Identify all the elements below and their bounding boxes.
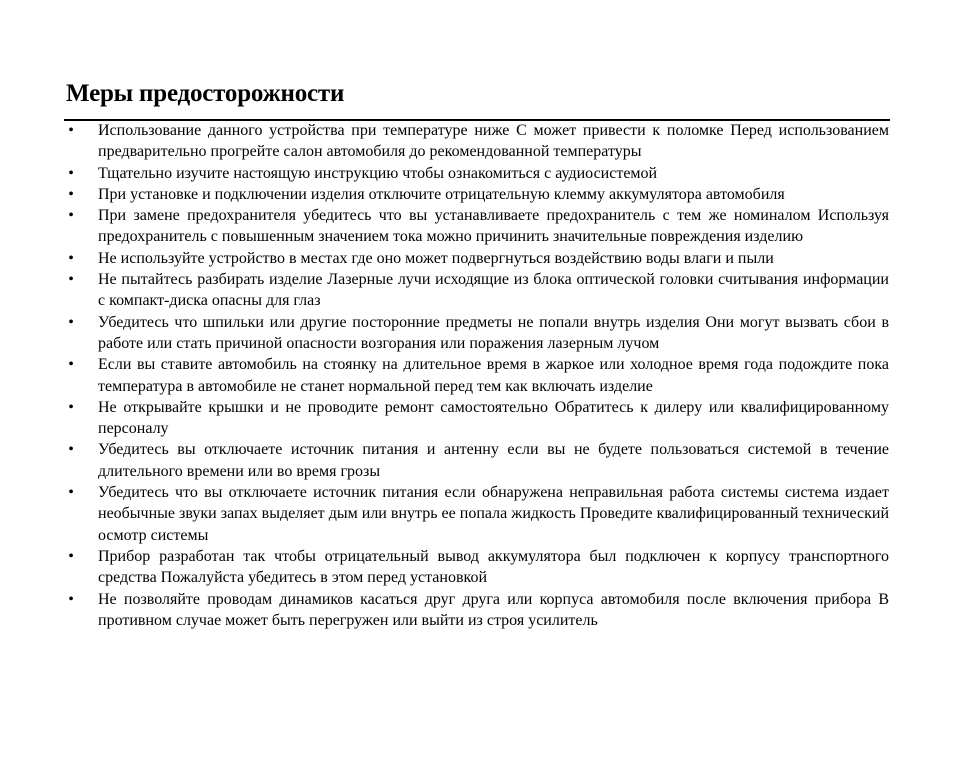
list-item-text: Не позволяйте проводам динамиков касаться друг друга или корпуса автомобиля после включения прибора В противном случае может быть перегружен или выйти из строя усилитель xyxy=(98,590,889,629)
precautions-list xyxy=(0,120,954,631)
list-item xyxy=(0,312,954,355)
list-item-text: Прибор разработан так чтобы отрицательный вывод аккумулятора был подключен к корпусу транспортного средства Пожалуйста убедитесь в этом перед установкой xyxy=(98,547,889,587)
list-item xyxy=(0,354,954,397)
bullet-icon: • xyxy=(68,249,74,267)
bullet-icon: • xyxy=(68,484,74,502)
list-item xyxy=(0,269,954,312)
list-item-text: Убедитесь вы отключаете источник питания и антенну если вы не будете пользоваться системой в течение длительного времени или во время грозы xyxy=(98,441,889,480)
bullet-icon: • xyxy=(68,185,74,203)
list-item-text: Тщательно изучите настоящую инструкцию чтобы ознакомиться с аудиосистемой xyxy=(98,164,658,182)
bullet-icon: • xyxy=(68,547,74,565)
list-item xyxy=(0,248,954,269)
bullet-icon: • xyxy=(68,271,74,289)
list-item-text: При установке и подключении изделия отключите отрицательную клемму аккумулятора автомобиля xyxy=(98,185,785,203)
list-item-text: Если вы ставите автомобиль на стоянку на длительное время в жаркое или холодное время года подождите пока температура в автомобиле не станет нормальной перед тем как включать изделие xyxy=(98,356,889,395)
page-title: Меры предосторожности xyxy=(66,80,345,107)
list-item-text: Использование данного устройства при температуре ниже С может привести к поломке Перед использованием предварительно прогрейте салон автомобиля до рекомендованной температуры xyxy=(98,122,889,161)
list-item xyxy=(0,589,954,632)
bullet-icon: • xyxy=(68,122,74,139)
list-item xyxy=(0,439,954,482)
list-item xyxy=(0,205,954,248)
bullet-icon: • xyxy=(68,356,74,374)
bullet-icon: • xyxy=(68,441,74,459)
bullet-icon: • xyxy=(68,207,74,225)
bullet-icon: • xyxy=(68,590,74,608)
list-item-text: Не пытайтесь разбирать изделие Лазерные лучи исходящие из блока оптической головки считывания информации с компакт-диска опасны для глаз xyxy=(98,271,889,310)
list-item-text: Убедитесь что вы отключаете источник питания если обнаружена неправильная работа системы система издает необычные звуки запах выделяет дым или внутрь ее попала жидкость Проведите квалифицированный технический осмотр системы xyxy=(98,484,889,544)
list-item-text: Не открывайте крышки и не проводите ремонт самостоятельно Обратитесь к дилеру или квалифицированному персоналу xyxy=(98,398,889,438)
list-item xyxy=(0,546,954,589)
list-item-text: Не используйте устройство в местах где оно может подвергнуться воздействию воды влаги и пыли xyxy=(98,249,774,267)
bullet-icon: • xyxy=(68,398,74,416)
list-item-text: Убедитесь что шпильки или другие посторонние предметы не попали внутрь изделия Они могут вызвать сбои в работе или стать причиной опасности возгорания или поражения лазерным лучом xyxy=(98,313,889,352)
list-item xyxy=(0,397,954,440)
list-item xyxy=(0,184,954,205)
list-item xyxy=(0,482,954,546)
list-item xyxy=(0,120,954,163)
list-item xyxy=(0,163,954,184)
list-item-text: При замене предохранителя убедитесь что вы устанавливаете предохранитель с тем же номиналом Используя предохранитель с повышенным значением тока можно причинить значительные повреждения изделию xyxy=(98,207,889,246)
bullet-icon: • xyxy=(68,313,74,331)
bullet-icon: • xyxy=(68,164,74,182)
